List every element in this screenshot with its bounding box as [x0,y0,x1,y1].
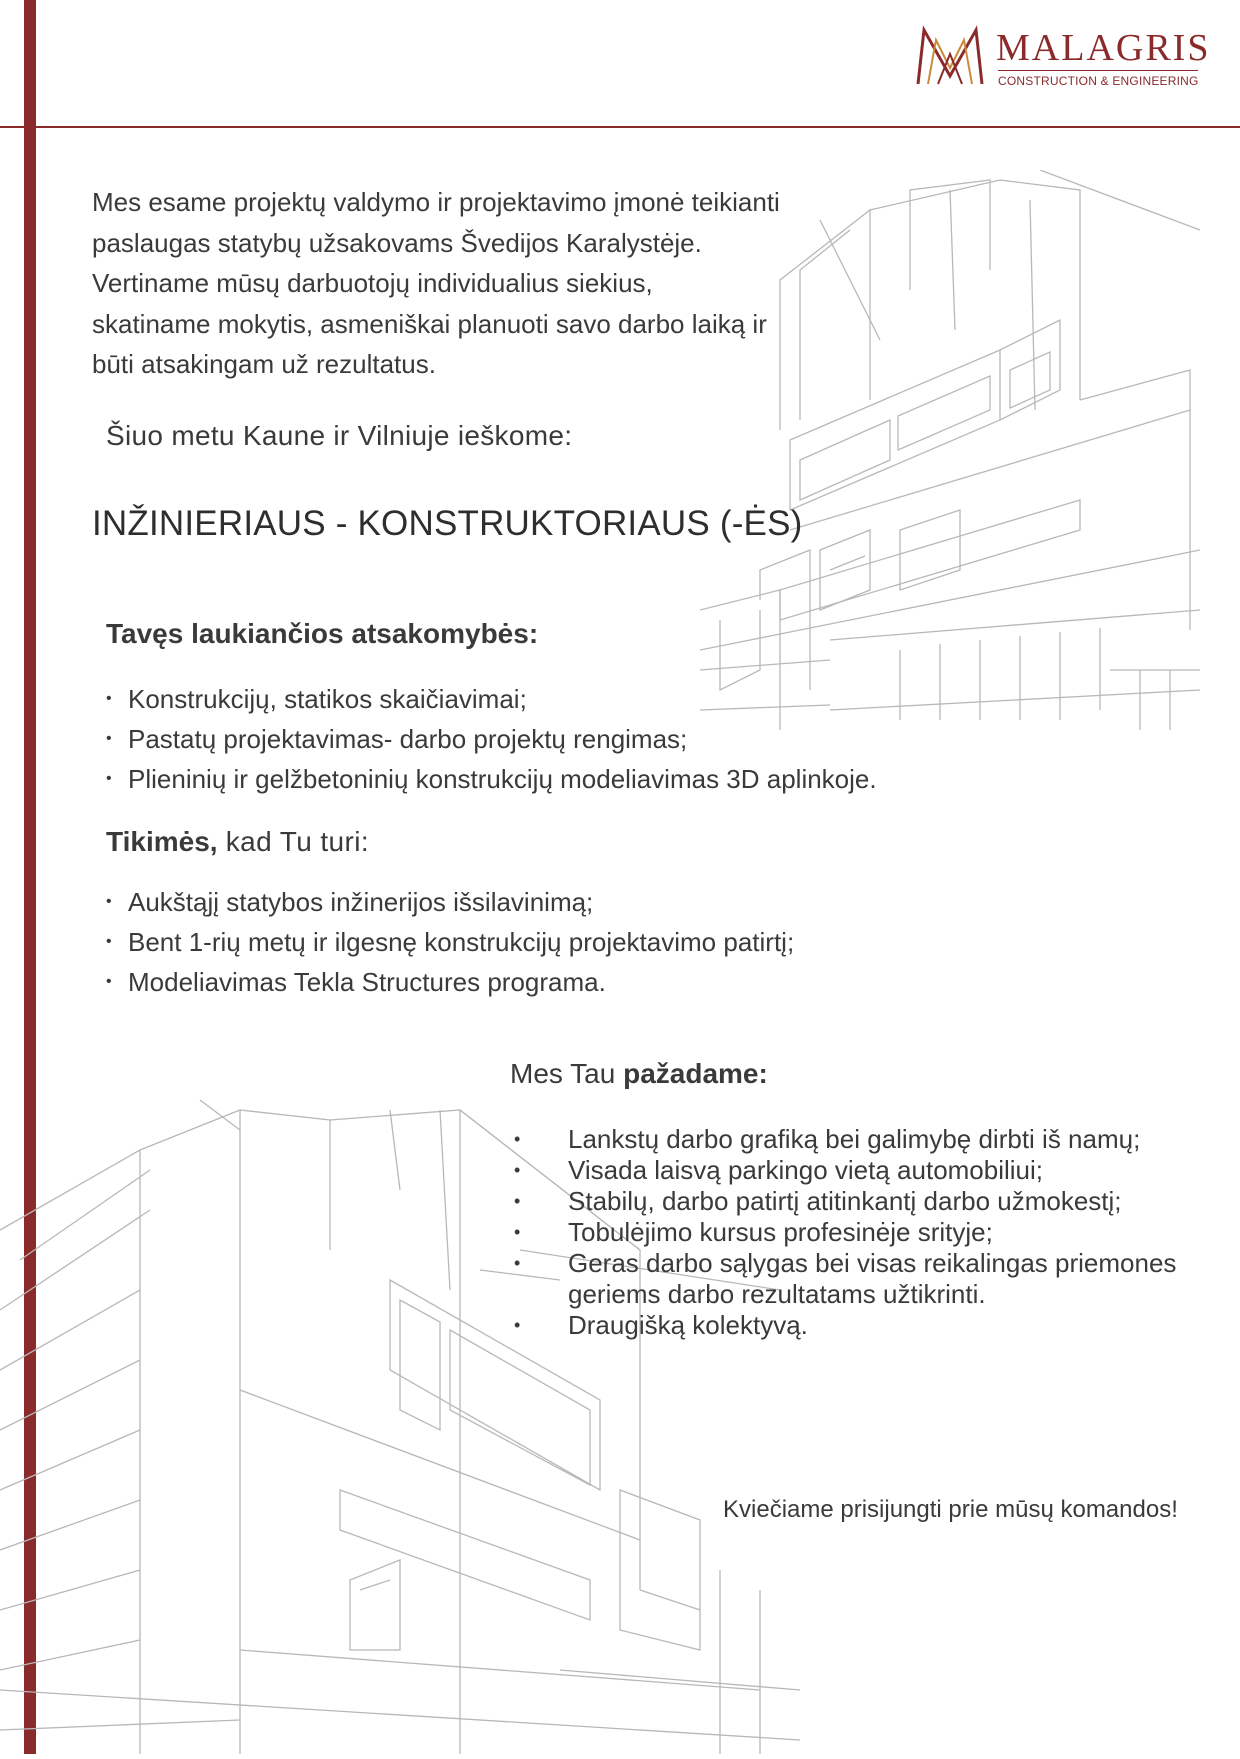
list-item [510,1217,1190,1248]
list-item-text: Draugišką kolektyvą. [568,1310,808,1340]
list-item-text: Konstrukcijų, statikos skaičiavimai; [128,684,527,714]
list-item [106,962,794,1002]
promise-heading [510,1058,768,1090]
responsibilities-list [106,679,877,799]
list-item [510,1124,1190,1155]
list-item-text: Plieninių ir gelžbetoninių konstrukcijų modeliavimas 3D aplinkoje. [128,764,877,794]
bullet-icon: • [514,1129,521,1149]
expectations-list [106,882,794,1002]
list-item-text: Tobulėjimo kursus profesinėje srityje; [568,1217,993,1247]
intro-line: paslaugas statybų užsakovams Švedijos Karalystėje. [92,227,702,258]
bullet-icon: • [514,1191,521,1211]
brand-tagline: CONSTRUCTION & ENGINEERING [998,74,1199,88]
intro-line: Vertiname mūsų darbuotojų individualius siekius, [92,268,653,298]
brand-name: MALAGRIS [996,27,1211,69]
list-item [106,719,877,759]
bullet-icon: • [514,1253,521,1273]
expectations-heading-bold: Tikimės, [106,826,218,857]
bullet-icon: • [514,1315,521,1335]
closing-invitation: Kviečiame prisijungti prie mūsų komandos! [723,1496,1178,1523]
company-logo [914,20,1211,90]
intro-line: būti atsakingam už rezultatus. [92,349,436,379]
list-item-text: Lankstų darbo grafiką bei galimybę dirbti iš namų; [568,1124,1141,1154]
intro-line: Mes esame projektų valdymo ir projektavimo įmonė teikianti [92,187,780,217]
bullet-icon: • [106,893,112,910]
bullet-icon: • [106,973,112,990]
bullet-icon: • [106,730,112,747]
header-divider [0,126,1240,128]
responsibilities-heading: Tavęs laukiančios atsakomybės: [106,618,539,649]
list-item [510,1248,1190,1310]
list-item-text: Pastatų projektavimas- darbo projektų rengimas; [128,724,688,754]
list-item [510,1186,1190,1217]
intro-paragraph [92,182,852,385]
bullet-icon: • [106,690,112,707]
stylized-m-icon [914,24,986,88]
bullet-icon: • [106,770,112,787]
list-item [106,882,794,922]
list-item-text: Bent 1-rių metų ir ilgesnę konstrukcijų projektavimo patirtį; [128,927,795,957]
promise-heading-plain: Mes Tau [510,1058,624,1089]
list-item-text: Aukštąjį statybos inžinerijos išsilavinimą; [128,887,594,917]
list-item [510,1310,1190,1341]
list-item-text: Stabilų, darbo patirtį atitinkantį darbo užmokestį; [568,1186,1122,1216]
bullet-icon: • [514,1160,521,1180]
list-item [106,679,877,719]
list-item-text: Geras darbo sąlygas bei visas reikalingas priemones geriems darbo rezultatams užtikrinti. [568,1248,1177,1309]
bullet-icon: • [514,1222,521,1242]
list-item [106,922,794,962]
position-title: INŽINIERIAUS - KONSTRUKTORIAUS (-ĖS) [92,504,803,543]
list-item-text: Modeliavimas Tekla Structures programa. [128,967,606,997]
seeking-text: Šiuo metu Kaune ir Vilniuje ieškome: [106,420,573,451]
promise-heading-bold: pažadame: [623,1058,768,1089]
list-item [106,759,877,799]
bullet-icon: • [106,933,112,950]
expectations-heading [106,826,369,858]
list-item [510,1155,1190,1186]
list-item-text: Visada laisvą parkingo vietą automobiliui; [568,1155,1044,1185]
intro-line: skatiname mokytis, asmeniškai planuoti savo darbo laiką ir [92,308,767,339]
expectations-heading-rest: kad Tu turi: [217,826,370,857]
promise-list [510,1124,1190,1341]
brand-underline [998,70,1198,71]
